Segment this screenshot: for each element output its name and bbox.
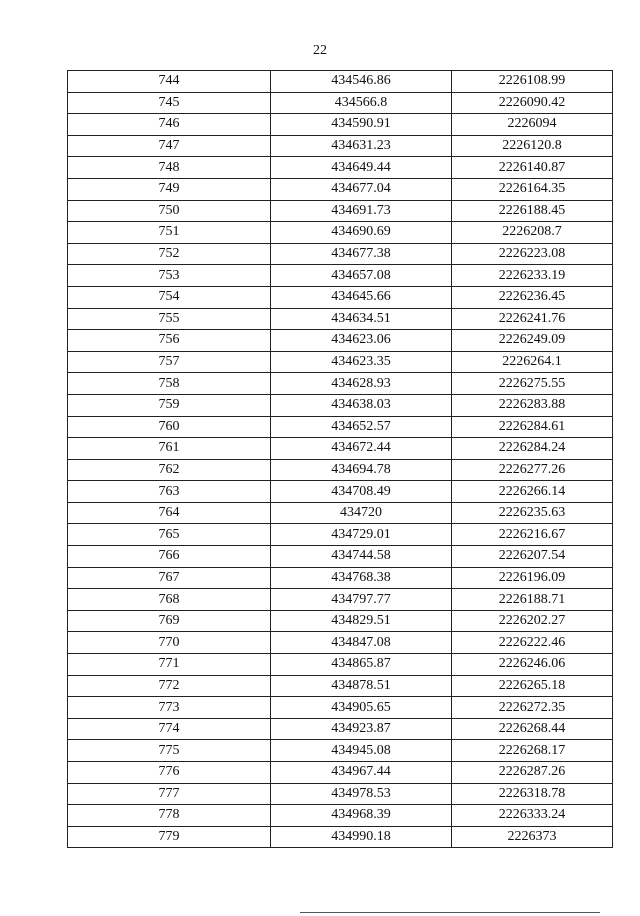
y-coordinate-cell: 2226268.44 [452, 718, 613, 740]
point-number-cell: 777 [68, 783, 271, 805]
table-row [68, 481, 613, 503]
table-row [68, 718, 613, 740]
x-coordinate-cell: 434829.51 [271, 610, 452, 632]
x-coordinate-cell: 434865.87 [271, 654, 452, 676]
y-coordinate-cell: 2226188.71 [452, 589, 613, 611]
table-row [68, 610, 613, 632]
point-number-cell: 748 [68, 157, 271, 179]
x-coordinate-cell: 434634.51 [271, 308, 452, 330]
point-number-cell: 749 [68, 178, 271, 200]
table-row [68, 502, 613, 524]
x-coordinate-cell: 434691.73 [271, 200, 452, 222]
table-row [68, 71, 613, 93]
x-coordinate-cell: 434694.78 [271, 459, 452, 481]
point-number-cell: 753 [68, 265, 271, 287]
x-coordinate-cell: 434672.44 [271, 438, 452, 460]
point-number-cell: 759 [68, 394, 271, 416]
x-coordinate-cell: 434967.44 [271, 762, 452, 784]
x-coordinate-cell: 434590.91 [271, 114, 452, 136]
x-coordinate-cell: 434677.38 [271, 243, 452, 265]
point-number-cell: 756 [68, 330, 271, 352]
x-coordinate-cell: 434649.44 [271, 157, 452, 179]
table-row [68, 438, 613, 460]
point-number-cell: 775 [68, 740, 271, 762]
point-number-cell: 757 [68, 351, 271, 373]
y-coordinate-cell: 2226333.24 [452, 805, 613, 827]
point-number-cell: 764 [68, 502, 271, 524]
y-coordinate-cell: 2226266.14 [452, 481, 613, 503]
table-row [68, 697, 613, 719]
y-coordinate-cell: 2226373 [452, 826, 613, 848]
x-coordinate-cell: 434945.08 [271, 740, 452, 762]
y-coordinate-cell: 2226241.76 [452, 308, 613, 330]
table-row [68, 783, 613, 805]
table-row [68, 632, 613, 654]
x-coordinate-cell: 434923.87 [271, 718, 452, 740]
page-number: 22 [313, 43, 327, 58]
point-number-cell: 758 [68, 373, 271, 395]
y-coordinate-cell: 2226094 [452, 114, 613, 136]
table-row [68, 416, 613, 438]
table-row [68, 546, 613, 568]
coordinate-table [67, 70, 613, 848]
y-coordinate-cell: 2226236.45 [452, 286, 613, 308]
point-number-cell: 760 [68, 416, 271, 438]
y-coordinate-cell: 2226222.46 [452, 632, 613, 654]
point-number-cell: 779 [68, 826, 271, 848]
table-row [68, 222, 613, 244]
point-number-cell: 745 [68, 92, 271, 114]
y-coordinate-cell: 2226233.19 [452, 265, 613, 287]
table-row [68, 265, 613, 287]
x-coordinate-cell: 434797.77 [271, 589, 452, 611]
table-row [68, 567, 613, 589]
table-row [68, 394, 613, 416]
table-row [68, 675, 613, 697]
x-coordinate-cell: 434729.01 [271, 524, 452, 546]
y-coordinate-cell: 2226216.67 [452, 524, 613, 546]
point-number-cell: 746 [68, 114, 271, 136]
x-coordinate-cell: 434566.8 [271, 92, 452, 114]
y-coordinate-cell: 2226202.27 [452, 610, 613, 632]
point-number-cell: 755 [68, 308, 271, 330]
x-coordinate-cell: 434744.58 [271, 546, 452, 568]
x-coordinate-cell: 434628.93 [271, 373, 452, 395]
x-coordinate-cell: 434878.51 [271, 675, 452, 697]
y-coordinate-cell: 2226188.45 [452, 200, 613, 222]
table-row [68, 589, 613, 611]
y-coordinate-cell: 2226284.61 [452, 416, 613, 438]
x-coordinate-cell: 434690.69 [271, 222, 452, 244]
table-row [68, 524, 613, 546]
point-number-cell: 768 [68, 589, 271, 611]
table-row [68, 654, 613, 676]
table-row [68, 826, 613, 848]
table-row [68, 135, 613, 157]
point-number-cell: 762 [68, 459, 271, 481]
y-coordinate-cell: 2226246.06 [452, 654, 613, 676]
table-row [68, 351, 613, 373]
x-coordinate-cell: 434546.86 [271, 71, 452, 93]
table-row [68, 805, 613, 827]
point-number-cell: 752 [68, 243, 271, 265]
y-coordinate-cell: 2226284.24 [452, 438, 613, 460]
y-coordinate-cell: 2226277.26 [452, 459, 613, 481]
point-number-cell: 767 [68, 567, 271, 589]
y-coordinate-cell: 2226268.17 [452, 740, 613, 762]
y-coordinate-cell: 2226207.54 [452, 546, 613, 568]
bottom-divider [300, 912, 600, 913]
y-coordinate-cell: 2226264.1 [452, 351, 613, 373]
x-coordinate-cell: 434638.03 [271, 394, 452, 416]
x-coordinate-cell: 434847.08 [271, 632, 452, 654]
table-row [68, 330, 613, 352]
point-number-cell: 771 [68, 654, 271, 676]
table-row [68, 157, 613, 179]
point-number-cell: 747 [68, 135, 271, 157]
point-number-cell: 763 [68, 481, 271, 503]
point-number-cell: 754 [68, 286, 271, 308]
y-coordinate-cell: 2226235.63 [452, 502, 613, 524]
table-row [68, 114, 613, 136]
x-coordinate-cell: 434631.23 [271, 135, 452, 157]
table-row [68, 740, 613, 762]
point-number-cell: 769 [68, 610, 271, 632]
table-row [68, 308, 613, 330]
point-number-cell: 770 [68, 632, 271, 654]
x-coordinate-cell: 434768.38 [271, 567, 452, 589]
point-number-cell: 773 [68, 697, 271, 719]
x-coordinate-cell: 434978.53 [271, 783, 452, 805]
y-coordinate-cell: 2226140.87 [452, 157, 613, 179]
y-coordinate-cell: 2226108.99 [452, 71, 613, 93]
y-coordinate-cell: 2226208.7 [452, 222, 613, 244]
y-coordinate-cell: 2226275.55 [452, 373, 613, 395]
point-number-cell: 761 [68, 438, 271, 460]
y-coordinate-cell: 2226164.35 [452, 178, 613, 200]
point-number-cell: 744 [68, 71, 271, 93]
y-coordinate-cell: 2226287.26 [452, 762, 613, 784]
y-coordinate-cell: 2226090.42 [452, 92, 613, 114]
point-number-cell: 776 [68, 762, 271, 784]
point-number-cell: 750 [68, 200, 271, 222]
table-row [68, 459, 613, 481]
x-coordinate-cell: 434905.65 [271, 697, 452, 719]
y-coordinate-cell: 2226265.18 [452, 675, 613, 697]
x-coordinate-cell: 434720 [271, 502, 452, 524]
y-coordinate-cell: 2226318.78 [452, 783, 613, 805]
point-number-cell: 765 [68, 524, 271, 546]
y-coordinate-cell: 2226283.88 [452, 394, 613, 416]
point-number-cell: 774 [68, 718, 271, 740]
table-body [68, 71, 613, 848]
x-coordinate-cell: 434652.57 [271, 416, 452, 438]
x-coordinate-cell: 434968.39 [271, 805, 452, 827]
x-coordinate-cell: 434623.06 [271, 330, 452, 352]
table-row [68, 92, 613, 114]
table-row [68, 178, 613, 200]
x-coordinate-cell: 434623.35 [271, 351, 452, 373]
point-number-cell: 766 [68, 546, 271, 568]
y-coordinate-cell: 2226272.35 [452, 697, 613, 719]
point-number-cell: 772 [68, 675, 271, 697]
x-coordinate-cell: 434990.18 [271, 826, 452, 848]
table-row [68, 243, 613, 265]
table-row [68, 373, 613, 395]
x-coordinate-cell: 434677.04 [271, 178, 452, 200]
point-number-cell: 778 [68, 805, 271, 827]
y-coordinate-cell: 2226120.8 [452, 135, 613, 157]
y-coordinate-cell: 2226249.09 [452, 330, 613, 352]
x-coordinate-cell: 434645.66 [271, 286, 452, 308]
table-row [68, 762, 613, 784]
y-coordinate-cell: 2226196.09 [452, 567, 613, 589]
x-coordinate-cell: 434657.08 [271, 265, 452, 287]
x-coordinate-cell: 434708.49 [271, 481, 452, 503]
y-coordinate-cell: 2226223.08 [452, 243, 613, 265]
table-row [68, 200, 613, 222]
point-number-cell: 751 [68, 222, 271, 244]
table-row [68, 286, 613, 308]
